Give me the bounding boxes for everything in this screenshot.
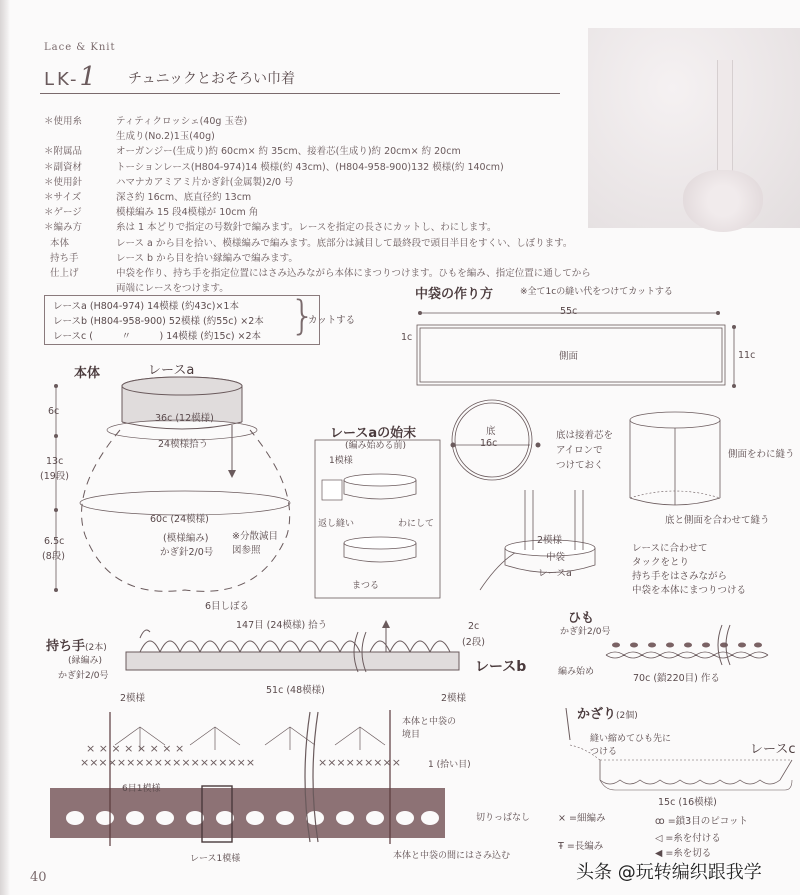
code-number: 1 xyxy=(79,62,99,92)
lace-start-subtitle: (編み始める前) xyxy=(345,441,407,451)
height-6-5c: 6.5c xyxy=(44,536,65,547)
side-note: 側面をわに縫う xyxy=(728,449,795,460)
chart-pickup: 1 (拾い目) xyxy=(428,760,471,770)
sc-symbol-icon: × xyxy=(558,813,566,824)
body-top-dim: 36c (12模様) xyxy=(155,413,214,424)
body-pickup: 24模様拾う xyxy=(158,439,209,450)
handle-length: 51c (48模様) xyxy=(266,685,325,696)
handle-pickup: 147目 (24模様) 拾う xyxy=(236,620,328,631)
spec-row: ＊附属品 オーガンジー(生成り)約 60cm× 約 35cm、接着芯(生成り)約 20cm× 約 20cm xyxy=(44,146,461,158)
spec-row: ＊副資材 トーションレース(H804-974)14 模様(約 43cm)、(H804-958-900)132 模様(約 140cm) xyxy=(44,161,504,173)
ornament-title: かざり(2個) xyxy=(577,707,638,722)
brace-icon: } xyxy=(290,293,316,339)
cord-hook: かぎ針2/0号 xyxy=(560,627,611,637)
body-gather: 6目しぼる xyxy=(205,601,250,612)
attach-bag-label: 中袋 xyxy=(546,552,566,563)
page-title: チュニックとおそろい巾着 xyxy=(128,71,296,87)
body-title: 本体 xyxy=(74,366,101,381)
legend-sc: × =細編み xyxy=(558,813,606,824)
height-19rows: (19段) xyxy=(40,471,70,482)
ornament-note: 縫い縮めてひも先に つける xyxy=(590,734,672,757)
body-stitch: (模様編み) xyxy=(163,533,209,544)
spec-row: 両端にレースをつけます。 xyxy=(116,283,229,295)
svg-text:×××××××××: ××××××××× xyxy=(318,756,401,769)
dc-symbol-icon: Ŧ xyxy=(558,841,564,852)
inner-bag-height: 11c xyxy=(738,350,756,361)
spec-row: 仕上げ 中袋を作り、持ち手を指定位置にはさみ込みながら本体にまつりつけます。ひもを編み、指定位置に通してから xyxy=(44,268,591,280)
page-number: 40 xyxy=(30,870,47,885)
ornament-length: 15c (16模様) xyxy=(658,797,717,808)
inner-bag-note: ※全て1cの縫い代をつけてカットする xyxy=(520,287,673,297)
cut-yarn-icon: ◀ xyxy=(655,848,663,859)
legend-picot: ꝏ =鎖3目のピコット xyxy=(655,816,749,827)
lace-start-title: レースaの始末 xyxy=(330,426,417,441)
height-6c: 6c xyxy=(48,406,60,417)
join-note: 底と側面を合わせて縫う xyxy=(665,515,770,526)
legend-dc: Ŧ =長編み xyxy=(558,841,604,852)
bottom-label: 底 xyxy=(486,426,496,437)
legend-join: ◁ =糸を付ける xyxy=(655,833,721,844)
handle-end-left: 2模様 xyxy=(120,693,146,704)
chart-lace-repeat: レース1模様 xyxy=(190,854,241,864)
handle-rows: (2段) xyxy=(462,637,485,648)
lace-start-whip: まつる xyxy=(352,581,380,591)
join-yarn-icon: ◁ xyxy=(655,833,663,844)
watermark: 头条 @玩转编织跟我学 xyxy=(576,862,762,883)
chart-raw-edge: 切りっぱなし xyxy=(476,813,531,823)
chart-repeat: 6目1模様 xyxy=(122,784,161,794)
inner-bag-title: 中袋の作り方 xyxy=(415,287,494,302)
cut-label: カットする xyxy=(308,315,356,326)
spec-row: ＊サイズ 深さ約 16cm、底直径約 13cm xyxy=(44,192,252,204)
ornament-lace-label: レースc xyxy=(750,742,796,757)
cord-start: 編み始め xyxy=(558,667,595,677)
brand-label: Lace & Knit xyxy=(44,42,116,53)
height-13c: 13c xyxy=(46,456,64,467)
bottom-dim: 16c xyxy=(480,438,498,449)
spec-row: 本体 レース a から目を拾い、模様編みで編みます。底部分は減目して最終段で頭目半目をすくい、しぼります。 xyxy=(44,237,573,249)
height-8rows: (8段) xyxy=(42,551,65,562)
spec-row: 生成り(No.2)1玉(40g) xyxy=(116,131,215,143)
cord-title: ひも xyxy=(568,611,595,626)
inner-bag-width: 55c xyxy=(560,306,578,317)
inner-bag-panel-label: 側面 xyxy=(559,351,579,362)
svg-text:×××××××××××××××××××: ××××××××××××××××××× xyxy=(80,756,256,769)
attach-pattern-label: 2模様 xyxy=(537,535,563,546)
svg-text:× × × × × × × ×: × × × × × × × × xyxy=(86,742,185,755)
spec-row: ＊編み方 糸は 1 本どりで指定の号数針で編みます。レースを指定の長さにカットし、わにします。 xyxy=(44,222,497,234)
lace-row: レースa (H804-974) 14模様 (約43c)×1本 xyxy=(53,301,239,312)
spec-row: ＊使用針 ハマナカアミアミ片かぎ針(金属製)2/0 号 xyxy=(44,176,294,188)
attach-note: レースに合わせて タックをとり 持ち手をはさみながら 中袋を本体にまつりつける xyxy=(632,543,747,596)
chart-boundary: 本体と中袋の 境目 xyxy=(402,717,457,740)
cord-length: 70c (鎖220目) 作る xyxy=(633,673,720,684)
attach-lace-label: レースa xyxy=(538,568,572,579)
body-mid-dim: 60c (24模様) xyxy=(150,514,209,525)
handle-height: 2c xyxy=(468,621,480,632)
lace-start-one-pattern: 1模様 xyxy=(329,456,353,466)
lace-start-ring: わにして xyxy=(398,519,435,529)
spec-row: ＊ゲージ 模様編み 15 段4模様が 10cm 角 xyxy=(44,207,259,219)
handle-lace-label: レースb xyxy=(475,659,527,675)
spec-row: ＊使用糸 ティティクロッシェ(40g 玉巻) xyxy=(44,116,248,127)
lace-start-backstitch: 返し縫い xyxy=(318,519,355,529)
handle-end-right: 2模様 xyxy=(441,693,467,704)
spec-row: 持ち手 レース b から目を拾い縁編みで編みます。 xyxy=(44,252,298,264)
bottom-note: 底は接着芯を アイロンで つけておく xyxy=(556,430,614,471)
body-note: ※分散減目 図参照 xyxy=(232,531,278,556)
code-prefix: LK- xyxy=(44,69,80,90)
picot-symbol-icon: ꝏ xyxy=(655,816,665,827)
handle-title: 持ち手(2本) xyxy=(46,639,107,654)
lace-row: レースb (H804-958-900) 52模様 (約55c) ×2本 xyxy=(53,316,264,327)
chart-sandwich: 本体と中袋の間にはさみ込む xyxy=(393,851,511,861)
legend-cut: ◀ =糸を切る xyxy=(655,848,712,859)
body-lace-label: レースa xyxy=(148,363,195,378)
handle-stitch: (縁編み) xyxy=(68,656,103,666)
inner-bag-seam: 1c xyxy=(401,332,413,343)
body-hook: かぎ針2/0号 xyxy=(160,547,214,558)
lace-row: レースc ( 〃 ) 14模様 (約15c) ×2本 xyxy=(53,331,262,342)
handle-hook: かぎ針2/0号 xyxy=(58,671,109,681)
